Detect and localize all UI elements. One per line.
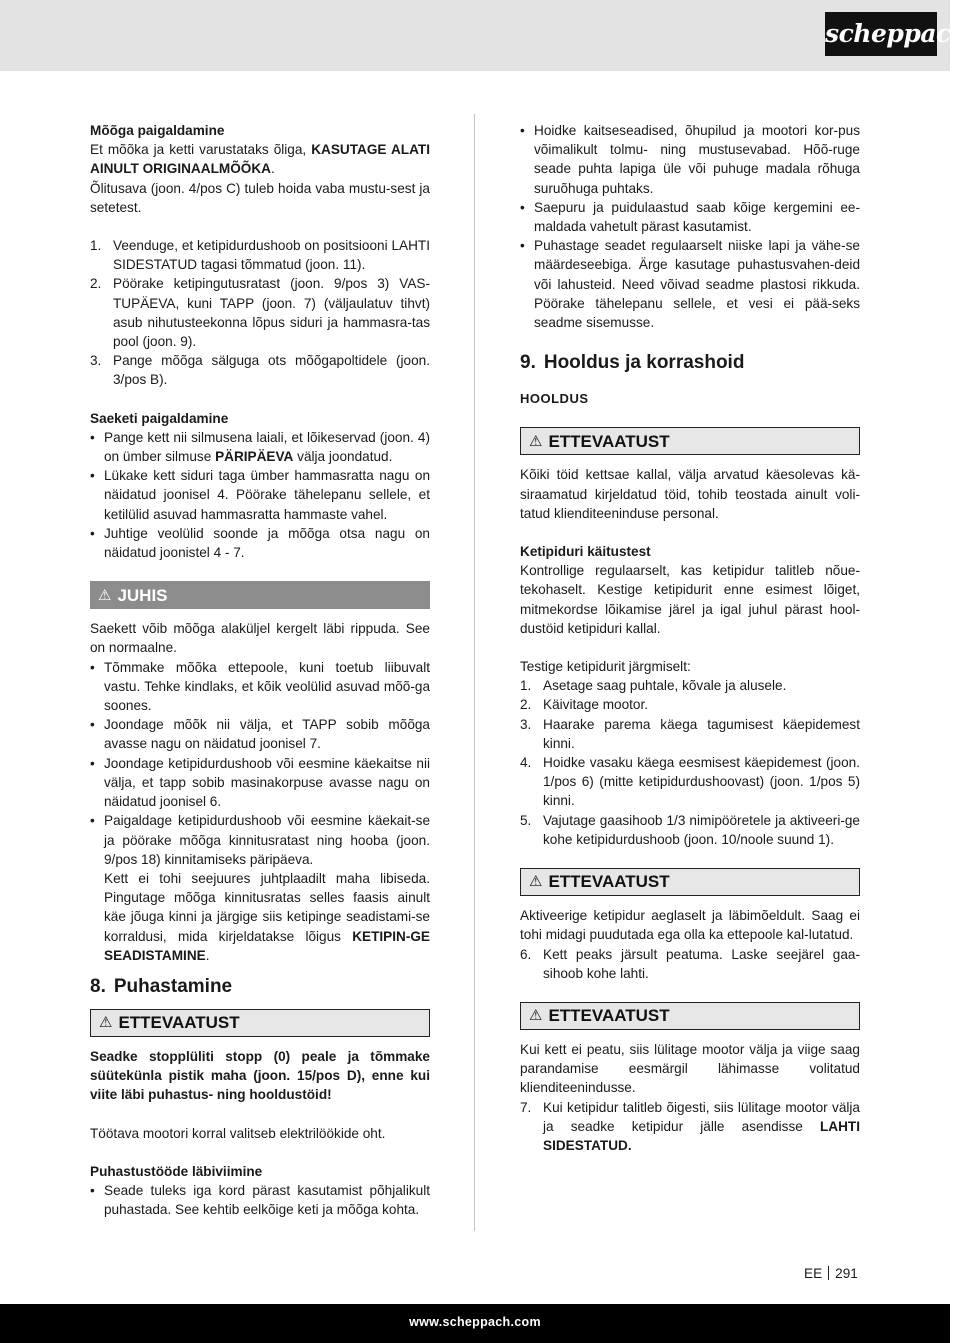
section-heading: Ketipiduri käitustest — [520, 544, 651, 560]
footer-url[interactable]: www.scheppach.com — [409, 1315, 541, 1329]
scheppach-logo: scheppach — [825, 12, 937, 56]
text: Paigaldage ketipidurdushoob või eesmine käekait-se ja pöörake mõõga kinnitusratast ning hooba (joon. 9/pos 18) kinnitamiseks päripäeva. — [104, 813, 430, 867]
page-number — [804, 1266, 858, 1281]
list-item — [520, 811, 860, 849]
item-number: 7. — [520, 1099, 532, 1115]
bullet-list — [90, 658, 430, 965]
separator — [828, 1266, 829, 1280]
numbered-list — [520, 676, 860, 849]
item-number: 1. — [90, 238, 102, 254]
header-bar — [0, 0, 968, 71]
caution-label: ETTEVAATUST — [548, 431, 670, 451]
item-text: Käivitage mootor. — [543, 697, 649, 713]
item-text: Asetage saag puhtale, kõvale ja alusele. — [543, 678, 787, 694]
paragraph: Kontrollige regulaarselt, kas ketipidur talitleb nõue-tekohaselt. Kestige ketipidurit enne esimest lõiget, mitmekordse lõikamise järel ja igal juhul pärast hool-dustöid ketipiduri kallal. — [520, 563, 860, 636]
caution-label: ETTEVAATUST — [548, 872, 670, 892]
numbered-list — [520, 1098, 860, 1156]
item-number: 3. — [90, 353, 102, 369]
list-item: • Seade tuleks iga kord pärast kasutamist põhjalikult puhastada. See kehtib eelkõige keti ja mõõga kohta. — [90, 1181, 430, 1219]
list-item — [520, 695, 860, 714]
bold-text: PÄRIPÄEVA — [215, 449, 294, 465]
list-item: • Joondage mõõk nii välja, et TAPP sobib mõõga avasse nagu on näidatud joonisel 7. — [90, 715, 430, 753]
section-heading: Mõõga paigaldamine — [90, 123, 225, 138]
column-divider — [474, 114, 475, 1231]
chapter-number: 9. — [520, 352, 536, 374]
paragraph: Õlitusava (joon. 4/pos C) tuleb hoida vaba mustu-sest ja setetest. — [90, 180, 430, 215]
bullet-list — [90, 428, 430, 562]
paragraph: Seadke stopplüliti stopp (0) peale ja tõmmake süütekünla pistik maha (joon. 15/pos D), enne kui viite läbi puhastus- ning hooldustöid! — [90, 1048, 430, 1103]
list-item — [520, 1098, 860, 1156]
item-number: 3. — [520, 716, 532, 732]
left-column — [90, 121, 430, 1219]
text: . — [205, 947, 210, 963]
chapter-heading — [90, 975, 430, 999]
list-item — [90, 274, 430, 351]
list-item — [520, 715, 860, 753]
paragraph: Saekett võib mõõga alaküljel kergelt läbi rippuda. See on normaalne. — [90, 621, 430, 656]
list-item: • Hoidke kaitseseadised, õhupilud ja mootori kor-pus võimalikult tolmu- ning mustusevabad. Hõõ-ruge seade puhta lapiga üle või puhuge madala rõhuga suruõhuga puhtaks. — [520, 121, 860, 198]
list-item — [90, 236, 430, 274]
section-heading: Puhastustööde läbiviimine — [90, 1163, 263, 1179]
text: . — [270, 161, 275, 177]
caution-label: ETTEVAATUST — [548, 1006, 670, 1026]
caution-box — [520, 868, 860, 896]
item-number: 4. — [520, 755, 532, 771]
item-text: Kui ketipidur talitleb õigesti, siis lülitage mootor välja ja seadke ketipidur jälle asendisse — [543, 1099, 860, 1134]
list-item — [90, 351, 430, 389]
item-text: Haarake parema käega tagumisest käepidemest kinni. — [543, 716, 860, 751]
item-number: 2. — [520, 697, 532, 713]
item-number: 1. — [520, 678, 532, 694]
note-label: JUHIS — [117, 585, 168, 605]
chapter-title: Hooldus ja korrashoid — [543, 352, 745, 374]
paragraph — [90, 140, 430, 178]
list-item: • Lükake kett siduri taga ümber hammasratta nagu on näidatud joonisel 4. Pöörake tähelepanu sellele, et ketilülid asuvad hammasratta hammaste vahel. — [90, 466, 430, 524]
text: välja joondatud. — [293, 449, 393, 465]
list-item — [90, 428, 430, 466]
item-text: Pöörake ketipingutusratast (joon. 9/pos 3) VAS-TUPÄEVA, kuni TAPP (joon. 7) (väljaulatuv tihvt) asub nihutusteekonna lõpus siduri ja hammasra-tas pool (joon. 9). — [113, 276, 430, 350]
numbered-list — [90, 236, 430, 390]
list-item — [90, 811, 430, 965]
bullet-list — [520, 121, 860, 332]
text: Pange kett nii silmusena laiali, et lõikeservad (joon. 4) on ümber silmuse — [104, 429, 430, 465]
item-text: Hoidke vasaku käega eesmisest käepidemest (joon. 1/pos 6) (mitte ketipidurdushoovast) (joon. 1/pos 5) kinni. — [543, 755, 860, 809]
list-item — [520, 945, 860, 983]
warning-icon: ⚠ — [529, 1007, 543, 1025]
paragraph: Kui kett ei peatu, siis lülitage mootor välja ja viige saag parandamise eesmärgil lähimasse volitatud klienditeenindusse. — [520, 1041, 860, 1096]
page-number-value: 291 — [835, 1266, 858, 1281]
note-box — [90, 581, 430, 609]
section-heading: Saeketi paigaldamine — [90, 410, 229, 426]
bold-text: KETIPIN-GE SEADISTAMINE — [104, 928, 430, 963]
warning-icon: ⚠ — [529, 432, 543, 450]
numbered-list — [520, 945, 860, 983]
bullet-list — [90, 1181, 430, 1219]
list-item: • Tõmmake mõõka ettepoole, kuni toetub liibuvalt vastu. Tehke kindlaks, et kõik veolülid asuvad mõõ-ga soones. — [90, 658, 430, 716]
list-item — [520, 753, 860, 811]
bold-text: LAHTI SIDESTATUD. — [543, 1118, 860, 1153]
paragraph: Testige ketipidurit järgmiselt: — [520, 659, 691, 675]
item-text: Veenduge, et ketipidurdushoob on positsiooni LAHTI SIDESTATUD tagasi tõmmatud (joon. 11). — [113, 238, 430, 273]
caution-box — [520, 427, 860, 455]
caution-box — [90, 1009, 430, 1037]
item-number: 2. — [90, 276, 102, 292]
chapter-number: 8. — [90, 975, 106, 997]
language-code: EE — [804, 1266, 823, 1281]
list-item — [520, 676, 860, 695]
caution-label: ETTEVAATUST — [118, 1013, 240, 1033]
list-item: • Joondage ketipidurdushoob või eesmine käekaitse nii välja, et tapp sobib masinakorpuse avasse nagu on näidatud joonisel 6. — [90, 754, 430, 812]
list-item: • Saepuru ja puidulaastud saab kõige kergemini ee-maldada vahetult pärast kasutamist. — [520, 198, 860, 236]
item-number: 5. — [520, 812, 532, 828]
text: Kett ei tohi seejuures juhtplaadilt maha libiseda. Pingutage mõõga kinnitusratas selles faasis ainult käe jõuga kinni ja järgige siis ketipinge seadistami-se korraldusi, mida kirjeldatakse lõigus — [104, 870, 430, 944]
bold-text: KASUTAGE ALATI AINULT ORIGINAALMÕÕKA — [90, 142, 430, 177]
list-item: • Puhastage seadet regulaarselt niiske lapi ja vähe-se määrdeseebiga. Ärge kasutage puhastusvahen-deid või lahusteid. Need võivad seadme plastosi rikkuda. Pöörake tähelepanu sellele, et vesi ei pää-seks seadme sisemusse. — [520, 236, 860, 332]
list-item: • Juhtige veolülid soonde ja mõõga otsa nagu on näidatud joonistel 4 - 7. — [90, 524, 430, 562]
paragraph: Töötava mootori korral valitseb elektrilöökide oht. — [90, 1125, 386, 1141]
warning-icon: ⚠ — [98, 586, 112, 604]
right-column — [520, 121, 860, 1155]
item-text: Vajutage gaasihoob 1/3 nimipööretele ja aktiveeri-ge kohe ketipidurdushoob (joon. 10/noole suund 1). — [543, 812, 860, 847]
item-text: Kett peaks järsult peatuma. Laske seejärel gaa-sihoob kohe lahti. — [543, 946, 860, 981]
warning-icon: ⚠ — [529, 873, 543, 891]
chapter-heading — [520, 351, 860, 375]
item-number: 6. — [520, 946, 532, 962]
item-text: Pange mõõga sälguga ots mõõgapoltidele (joon. 3/pos B). — [113, 353, 430, 388]
footer-bar — [0, 1304, 950, 1343]
paragraph: Kõiki töid kettsae kallal, välja arvatud käesolevas kä-siraamatud kirjeldatud töid, tohib teostada ainult voli-tatud klienditeeninduse personal. — [520, 467, 860, 521]
caution-box — [520, 1002, 860, 1030]
chapter-title: Puhastamine — [113, 975, 233, 997]
text: Et mõõka ja ketti varustataks õliga, — [90, 142, 312, 158]
warning-icon: ⚠ — [99, 1014, 113, 1032]
paragraph: Aktiveerige ketipidur aeglaselt ja läbimõeldult. Saag ei tohi midagi puudutada ega olla ka ettepoole kal-lutatud. — [520, 908, 860, 943]
subsection-heading: HOOLDUS — [520, 391, 589, 407]
